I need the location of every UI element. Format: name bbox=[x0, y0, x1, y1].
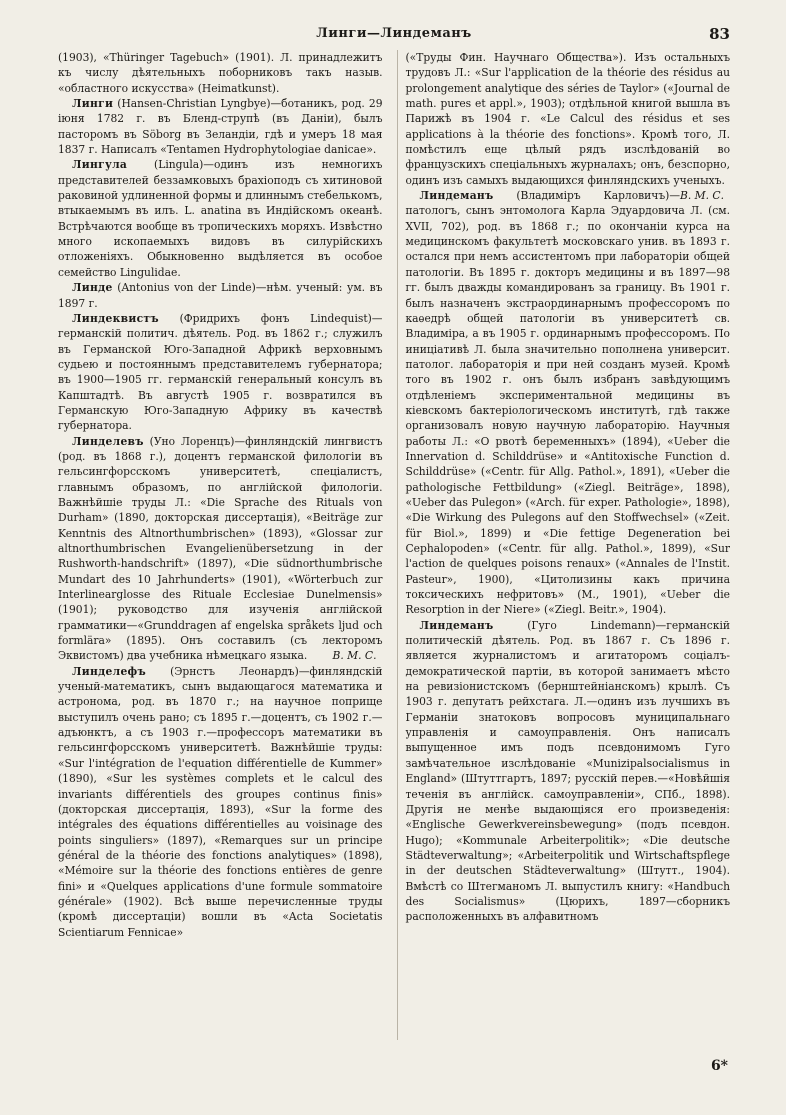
entry-text: (Уно Лоренцъ)—финляндскій лингвистъ (род. въ 1868 г.), доцентъ германской филологіи въ гельсингфорсскомъ университетѣ, спеціалистъ, главнымъ образомъ, по англійской филологіи. Важнѣйшіе труды Л.: «Die Sprache des Rituals von Durham» (1890, докторская диссертація), «Beiträge zur Kenntnis des Altnorthumbrischen» (1893), «Glossar zur altnorthumbrischen Evangelienübersetzung in der Rushworth-handschrift» (1897), «Die südnorthumbrische Mundart des 10 Jahrhunderts» (1901), «Wörterbuch zur Interlinearglosse des Rituale Ecclesiae Dunelmensis» (1901); руководство для изученія англійской грамматики—«Grunddragen af engelska språkets ljud och formlära» (1895). Онъ составилъ (съ лекторомъ Эквистомъ) два учебника нѣмецкаго языка. bbox=[58, 434, 383, 663]
entry-text: (Hansen-Christian Lyngbye)—ботаникъ, род. 29 іюня 1782 г. въ Бленд-струпѣ (въ Даніи), былъ пасторомъ въ Söborg въ Зеландіи, гдѣ и умеръ 18 мая 1837 г. Написалъ «Tentamen Hydrophytologiae danicae». bbox=[58, 97, 383, 157]
dictionary-entry bbox=[58, 434, 383, 664]
right-column bbox=[397, 50, 731, 1040]
page-header bbox=[58, 26, 730, 46]
text-columns bbox=[58, 50, 730, 1040]
entry-text: (Эрнстъ Леонардъ)—финляндскій ученый-математикъ, сынъ выдающагося математика и астронома, род. въ 1870 г.; на научное поприще выступилъ очень рано; съ 1895 г.—доцентъ, съ 1902 г.—адъюнктъ, а съ 1903 г.—профессоръ математики въ гельсингфорсскомъ университетѣ. Важнѣйшіе труды: «Sur l'intégration de l'equation différentielle de Kummer» (1890), «Sur les systèmes complets et le calcul des invariants différentiels des groupes continus finis» (докторская диссертація, 1893), «Sur la forme des intégrales des équations différentielles au voisinage des points singuliers» (1897), «Remarques sur un principe général de la théorie des fonctions analytiques» (1898), «Mémoire sur la théorie des fonctions entières de genre fini» и «Quelques applications d'une formule sommatoire générale» (1902). Всѣ выше перечисленные труды (кромѣ диссертаціи) вошли въ «Acta Societatis Scientiarum Fennicae» bbox=[58, 664, 383, 939]
dictionary-entry bbox=[406, 188, 731, 618]
dictionary-entry bbox=[406, 618, 731, 925]
running-title: Линги—Линдеманъ bbox=[316, 26, 472, 41]
left-column bbox=[58, 50, 383, 1040]
entry-text: (Antonius von der Linde)—нѣм. ученый: ум. въ 1897 г. bbox=[58, 281, 383, 310]
entry-headword: Линги bbox=[72, 97, 114, 111]
entry-headword: Линде bbox=[72, 281, 113, 295]
entry-headword: Лингула bbox=[72, 158, 128, 172]
entry-headword: Линдеманъ bbox=[419, 189, 494, 203]
entry-text: (Lingula)—одинъ изъ немногихъ представителей беззамковыхъ брахіоподъ съ хитиновой раковиной удлиненной формы и длиннымъ стебелькомъ, втыкаемымъ въ илъ. L. anatina въ Индійскомъ океанѣ. Встрѣчаются вообще въ тропическихъ моряхъ. Извѣстно много ископаемыхъ видовъ въ силурійскихъ отложеніяхъ. Обыкновенно выдѣляется въ особое семейство Lingulidae. bbox=[58, 158, 383, 279]
dictionary-entry bbox=[58, 311, 383, 434]
entry-headword: Линдеманъ bbox=[419, 618, 494, 632]
page-number: 83 bbox=[709, 25, 730, 43]
dictionary-entry bbox=[58, 280, 383, 311]
entry-text: (Фридрихъ фонъ Lindequist)—германскій политич. дѣятель. Род. въ 1862 г.; служилъ въ Германской Юго-Западной Африкѣ верховнымъ судьею и постояннымъ представителемъ губернатора; въ 1900—1905 гг. германскій генеральный консулъ въ Капштадтѣ. Въ августѣ 1905 г. возвратился въ Германскую Юго-Западную Африку въ качествѣ губернатора. bbox=[58, 311, 383, 433]
dictionary-entry bbox=[58, 157, 383, 280]
entry-text: (1903), «Thüringer Tagebuch» (1901). Л. принадлежитъ къ числу дѣятельныхъ поборниковъ такъ назыв. «областного искусства» (Heimatkunst). bbox=[58, 51, 383, 95]
entry-text: («Труды Фин. Научнаго Общества»). Изъ остальныхъ трудовъ Л.: «Sur l'application de la théorie des résidus au prolongement analytique des séries de Taylor» («Journal de math. pures et appl.», 1903); отдѣльной книгой вышла въ Парижѣ въ 1904 г. «Le Calcul des résidus et ses applications à la théorie des fonctions». Кромѣ того, Л. помѣстилъ еще цѣлый рядъ изслѣдованій во французскихъ спеціальныхъ журналахъ; онъ, безспорно, одинъ изъ самыхъ выдающихся финляндскихъ ученыхъ. bbox=[405, 51, 730, 187]
printer-signature: 6* bbox=[710, 1058, 728, 1074]
entry-headword: Линделевъ bbox=[72, 434, 144, 448]
dictionary-entry bbox=[58, 96, 383, 157]
entry-text: (Владиміръ Карловичъ)—патологъ, сынъ энтомолога Карла Эдуардовича Л. (см. XVII, 702), род. въ 1868 г.; по окончаніи курса на медицинскомъ факультетѣ московскаго унив. въ 1893 г. остался при немъ ассистентомъ при лабораторіи общей патологіи. Въ 1895 г. докторъ медицины и въ 1897—98 гг. былъ дважды командированъ за границу. Въ 1901 г. былъ назначенъ экстраординарнымъ профессоромъ по каѳедрѣ общей патологіи въ университетѣ св. Владиміра, а въ 1905 г. ординарнымъ профессоромъ. По иниціативѣ Л. была значительно пополнена университ. патолог. лабораторія и при ней созданъ музей. Кромѣ того въ 1902 г. онъ былъ избранъ завѣдующимъ отдѣленіемъ экспериментальной медицины въ кіевскомъ бактеріологическомъ институтѣ, гдѣ также организовалъ новую научную лабораторію. Научныя работы Л.: «О рвотѣ беременныхъ» (1894), «Ueber die Innervation d. Schilddrüse» и «Antitoxische Function d. Schilddrüse» («Centr. für Allg. Pathol.», 1891), «Ueber die pathologische Fettbildung» («Ziegl. Beiträge», 1898), «Ueber das Pulegon» («Arch. für exper. Pathologie», 1898), «Die Wirkung des Pulegons auf den Stoffwechsel» («Zeit. für Biol.», 1899) и «Die fettige Degeneration bei Cephalopoden» («Centr. für allg. Pathol.», 1899), «Sur l'action de quelques poisons renaux» («Annales de l'Instit. Pasteur», 1900), «Цитолизины какъ причина токсическихъ нефритовъ» (М., 1901), «Ueber die Resorption in der Niere» («Ziegl. Beitr.», 1904). bbox=[405, 189, 730, 617]
entry-headword: Линдеквистъ bbox=[72, 311, 159, 325]
entry-text: (Гуго Lindemann)—германскій политическій дѣятель. Род. въ 1867 г. Съ 1896 г. является журналистомъ и агитаторомъ соціалъ-демократической партіи, въ которой занимаетъ мѣсто на ревизіонистскомъ (бернштейніанскомъ) крылѣ. Съ 1903 г. депутатъ рейхстага. Л.—одинъ изъ лучшихъ въ Германіи знатоковъ вопросовъ муниципальнаго управленія и самоуправленія. Онъ написалъ выпущенное имъ подъ псевдонимомъ Гуго замѣчательное изслѣдованіе «Munizipalsocialismus in England» (Штуттгартъ, 1897; русскій перев.—«Новѣйшія теченія въ англійск. самоуправленіи», СПб., 1898). Другія не менѣе выдающіяся его произведенія: «Englische Gewerkvereinsbewegung» (подъ псевдон. Hugo); «Kommunale Arbeiterpolitik»; «Die deutsche Städteverwaltung»; «Arbeiterpolitik und Wirtschaftspflege in der deutschen Städteverwaltung» (Штутт., 1904). Вмѣстѣ со Штегманомъ Л. выпустилъ книгу: «Handbuch des Socialismus» (Цюрихъ, 1897—сборникъ расположенныхъ въ алфавитномъ bbox=[405, 618, 730, 924]
entry-author-initials: В. М. С. bbox=[680, 189, 724, 203]
entry-author-initials: В. М. С. bbox=[332, 649, 377, 663]
dictionary-entry bbox=[58, 50, 383, 96]
entry-headword: Линделефъ bbox=[72, 664, 146, 678]
dictionary-entry bbox=[58, 664, 383, 940]
